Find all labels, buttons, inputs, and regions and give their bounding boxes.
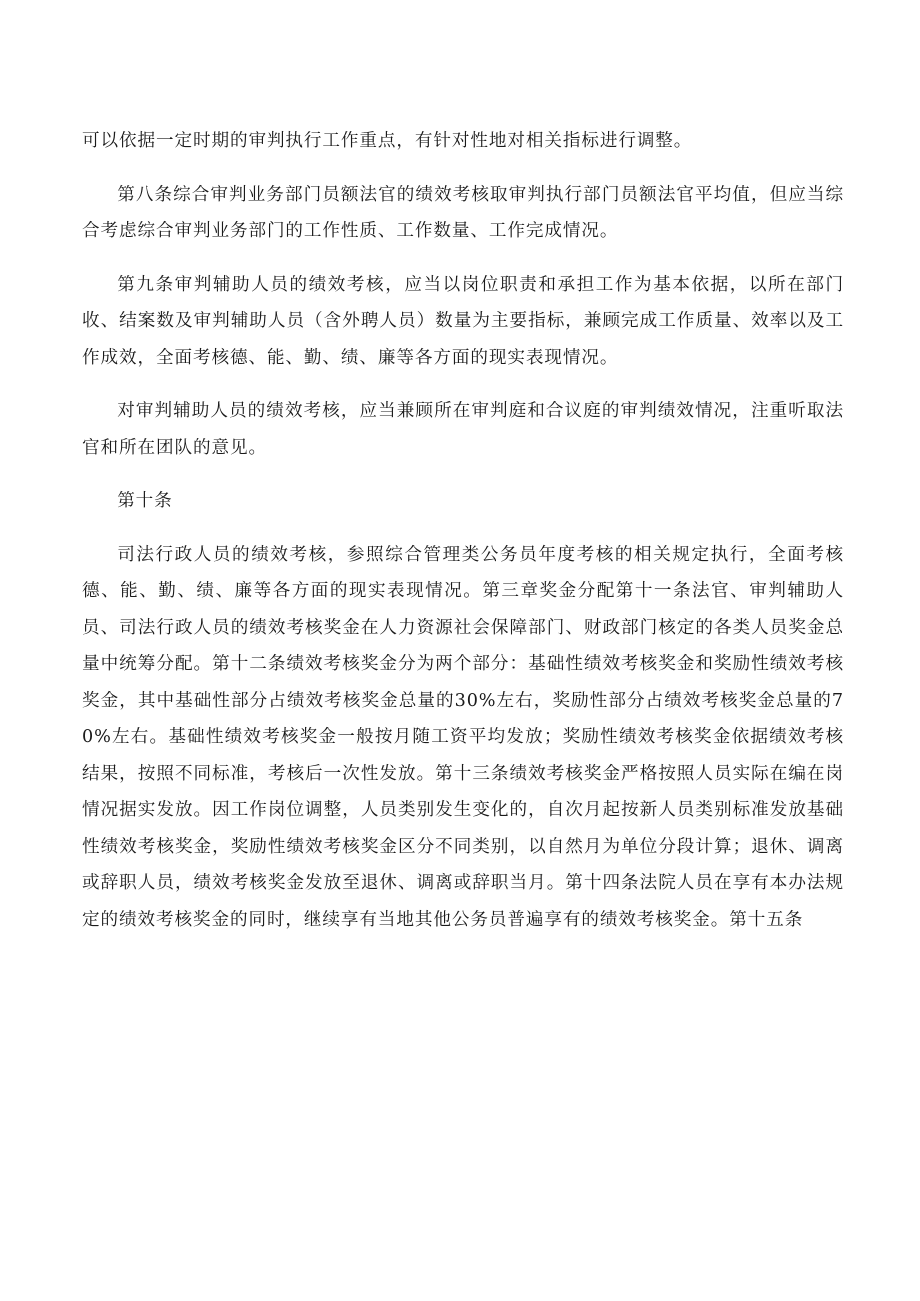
document-page: [82, 123, 844, 938]
paragraph-assistant-evaluation: 对审判辅助人员的绩效考核，应当兼顾所在审判庭和合议庭的审判绩效情况，注重听取法官和所在团队的意见。: [82, 401, 844, 458]
paragraph-article-9: 第九条审判辅助人员的绩效考核，应当以岗位职责和承担工作为基本依据，以所在部门收、结案数及审判辅助人员（含外聘人员）数量为主要指标，兼顾完成工作质量、效率以及工作成效，全面考核德、能、勤、绩、廉等各方面的现实表现情况。: [82, 274, 844, 368]
paragraph-article-8: 第八条综合审判业务部门员额法官的绩效考核取审判执行部门员额法官平均值，但应当综合考虑综合审判业务部门的工作性质、工作数量、工作完成情况。: [82, 184, 844, 241]
paragraph-continuation: 可以依据一定时期的审判执行工作重点，有针对性地对相关指标进行调整。: [82, 131, 693, 151]
paragraph-article-10-heading: 第十条: [117, 491, 173, 511]
paragraph-article-10-body: 司法行政人员的绩效考核，参照综合管理类公务员年度考核的相关规定执行，全面考核德、能、勤、绩、廉等各方面的现实表现情况。第三章奖金分配第十一条法官、审判辅助人员、司法行政人员的绩效考核奖金在人力资源社会保障部门、财政部门核定的各类人员奖金总量中统筹分配。第十二条绩效考核奖金分为两个部分：基础性绩效考核奖金和奖励性绩效考核奖金，其中基础性部分占绩效考核奖金总量的30%左右，奖励性部分占绩效考核奖金总量的70%左右。基础性绩效考核奖金一般按月随工资平均发放；奖励性绩效考核奖金依据绩效考核结果，按照不同标准，考核后一次性发放。第十三条绩效考核奖金严格按照人员实际在编在岗情况据实发放。因工作岗位调整，人员类别发生变化的，自次月起按新人员类别标准发放基础性绩效考核奖金，奖励性绩效考核奖金区分不同类别，以自然月为单位分段计算；退休、调离或辞职人员，绩效考核奖金发放至退休、调离或辞职当月。第十四条法院人员在享有本办法规定的绩效考核奖金的同时，继续享有当地其他公务员普遍享有的绩效考核奖金。第十五条: [82, 544, 844, 930]
